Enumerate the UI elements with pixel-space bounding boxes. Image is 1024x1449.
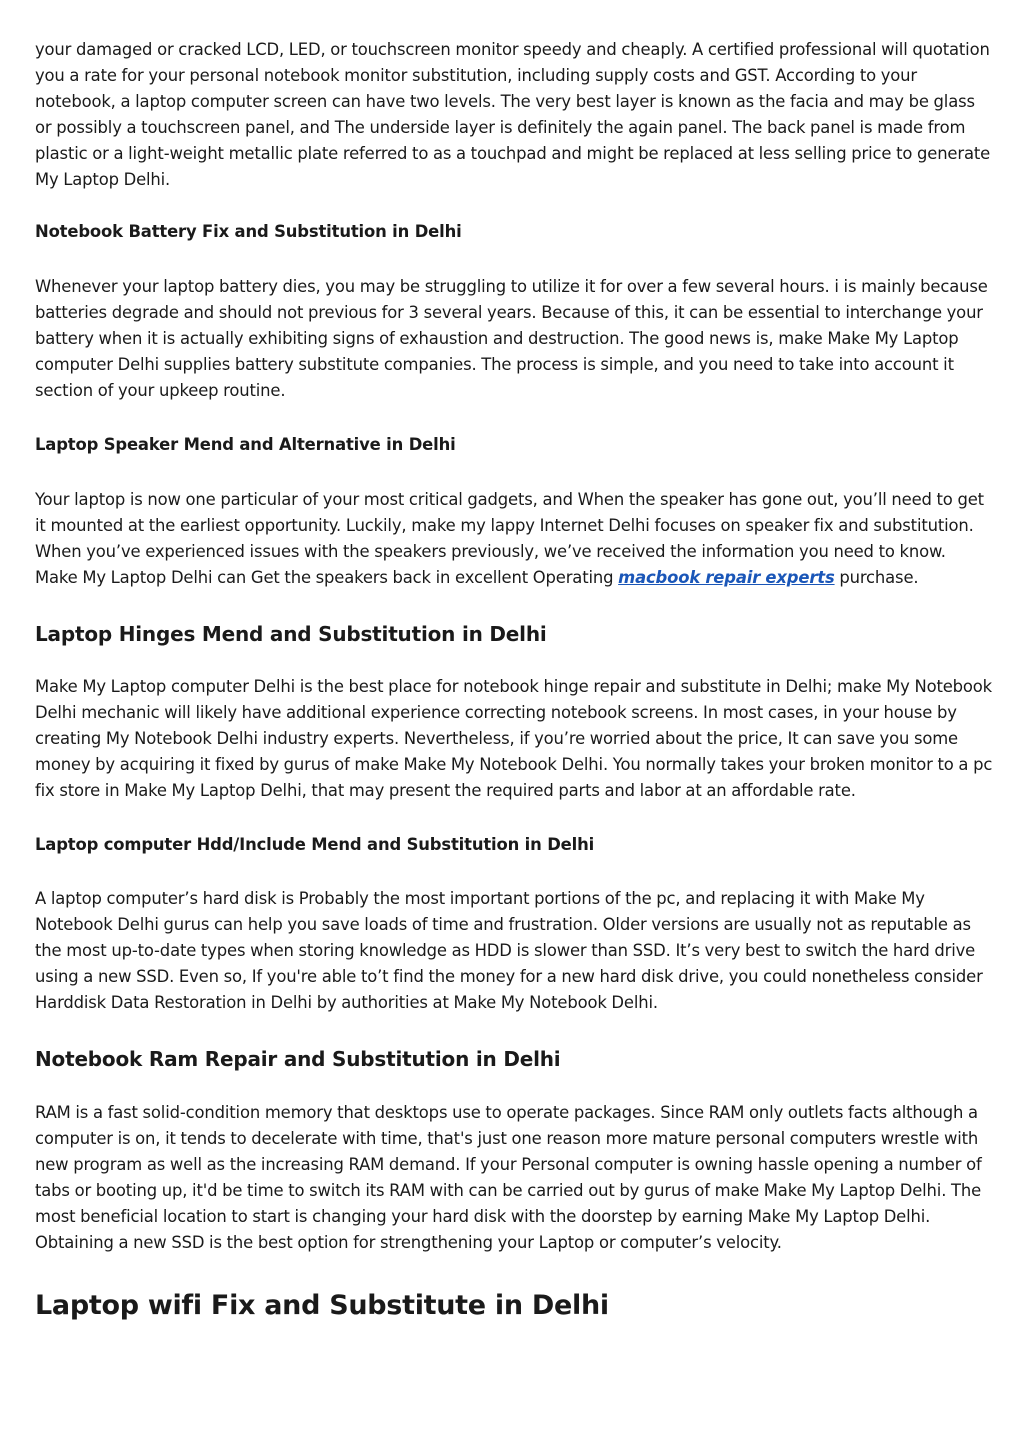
ram-paragraph: RAM is a fast solid-condition memory that desktops use to operate packages. Since RAM only outlets facts although a computer is on, it tends to decelerate with time, that's just one reason more mature personal computers wrestle with new program as well as the increasing RAM demand. If your Personal computer is owning hassle opening a number of tabs or booting up, it'd be time to switch its RAM with can be carried out by gurus of make Make My Laptop Delhi. The most beneficial location to start is changing your hard disk with the doorstep by earning Make My Laptop Delhi. Obtaining a new SSD is the best option for strengthening your Laptop or computer’s velocity. xyxy=(35,1103,982,1252)
battery-paragraph: Whenever your laptop battery dies, you may be struggling to utilize it for over a few several hours. i is mainly because batteries degrade and should not previous for 3 several years. Because of this, it can be essential to interchange your battery when it is actually exhibiting signs of exhaustion and destruction. The good news is, make Make My Laptop computer Delhi supplies battery substitute companies. The process is simple, and you need to take into account it section of your upkeep routine. xyxy=(35,277,988,400)
intro-paragraph: your damaged or cracked LCD, LED, or touchscreen monitor speedy and cheaply. A certified professional will quotation you a rate for your personal notebook monitor substitution, including supply costs and GST. According to your notebook, a laptop computer screen can have two levels. The very best layer is known as the facia and may be glass or possibly a touchscreen panel, and The underside layer is definitely the again panel. The back panel is made from plastic or a light-weight metallic plate referred to as a touchpad and might be replaced at less selling price to generate My Laptop Delhi. xyxy=(35,40,991,189)
macbook-repair-experts-link[interactable]: macbook repair experts xyxy=(618,568,835,587)
ram-heading: Notebook Ram Repair and Substitution in Delhi xyxy=(35,1047,561,1071)
hdd-heading: Laptop computer Hdd/Include Mend and Substitution in Delhi xyxy=(35,835,595,854)
hdd-paragraph: A laptop computer’s hard disk is Probably the most important portions of the pc, and replacing it with Make My Notebook Delhi gurus can help you save loads of time and frustration. Older versions are usually not as reputable as the most up-to-date types when storing knowledge as HDD is slower than SSD. It’s very best to switch the hard drive using a new SSD. Even so, If you're able to’t find the money for a new hard disk drive, you could nonetheless consider Harddisk Data Restoration in Delhi by authorities at Make My Notebook Delhi. xyxy=(35,889,983,1012)
hinges-heading: Laptop Hinges Mend and Substitution in Delhi xyxy=(35,622,547,646)
document-page xyxy=(35,37,993,1324)
speaker-heading: Laptop Speaker Mend and Alternative in Delhi xyxy=(35,435,456,454)
speaker-text-before: Your laptop is now one particular of your most critical gadgets, and When the speaker has gone out, you’ll need to get it mounted at the earliest opportunity. Luckily, make my lappy Internet Delhi focuses on speaker fix and substitution. When you’ve experienced issues with the speakers previously, we’ve received the information you need to know. Make My Laptop Delhi can Get the speakers back in excellent Operating xyxy=(35,490,984,587)
wifi-heading: Laptop wifi Fix and Substitute in Delhi xyxy=(35,1290,609,1321)
speaker-text-after: purchase. xyxy=(834,568,919,587)
battery-heading: Notebook Battery Fix and Substitution in Delhi xyxy=(35,222,462,241)
speaker-paragraph xyxy=(35,487,993,591)
hinges-paragraph: Make My Laptop computer Delhi is the best place for notebook hinge repair and substitute in Delhi; make My Notebook Delhi mechanic will likely have additional experience correcting notebook screens. In most cases, in your house by creating My Notebook Delhi industry experts. Nevertheless, if you’re worried about the price, It can save you some money by acquiring it fixed by gurus of make Make My Notebook Delhi. You normally takes your broken monitor to a pc fix store in Make My Laptop Delhi, that may present the required parts and labor at an affordable rate. xyxy=(35,677,993,800)
